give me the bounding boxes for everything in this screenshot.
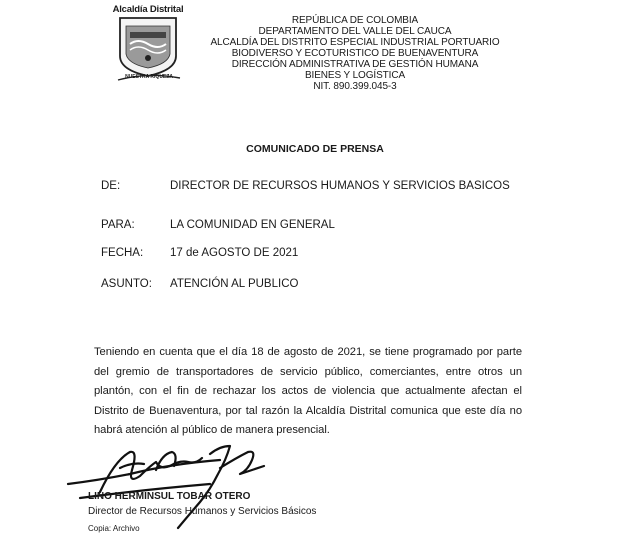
handwritten-signature-icon: [60, 440, 290, 535]
field-label-para: PARA:: [101, 219, 135, 231]
field-value-de: DIRECTOR DE RECURSOS HUMANOS Y SERVICIOS BASICOS: [170, 180, 510, 192]
copy-note: Copia: Archivo: [88, 524, 140, 533]
signer-role: Director de Recursos Humanos y Servicios Básicos: [88, 506, 317, 517]
field-value-para: LA COMUNIDAD EN GENERAL: [170, 219, 335, 231]
body-paragraph: Teniendo en cuenta que el día 18 de agosto de 2021, se tiene programado por parte del gremio de transportadores de servicio público, comerciantes, entre otros un plantón, con el fin de rechazar los actos de violencia que actualmente afectan el Distrito de Buenaventura, por tal razón la Alcaldía Distrital comunica que este día no habrá atención al público de manera presencial.: [94, 346, 522, 437]
header-line: ALCALDÍA DEL DISTRITO ESPECIAL INDUSTRIAL PORTUARIO: [210, 37, 500, 48]
field-value-asunto: ATENCIÓN AL PUBLICO: [170, 278, 299, 290]
header-line: DEPARTAMENTO DEL VALLE DEL CAUCA: [258, 26, 452, 37]
header-line: BIENES Y LOGÍSTICA: [304, 70, 406, 81]
document-header: [205, 15, 505, 92]
logo-title: Alcaldía Distrital: [112, 4, 184, 15]
header-line: BIODIVERSO Y ECOTURISTICO DE BUENAVENTURA: [231, 48, 479, 59]
signer-name: LINO HERMINSUL TOBAR OTERO: [88, 491, 251, 502]
field-label-fecha: FECHA:: [101, 247, 144, 259]
field-value-fecha: 17 de AGOSTO DE 2021: [170, 247, 299, 259]
header-line: NIT. 890.399.045-3: [313, 81, 397, 92]
header-line: REPÚBLICA DE COLOMBIA: [291, 15, 419, 26]
field-label-de: DE:: [101, 180, 121, 192]
logo-motto: NUESTRA RIQUEZA: [125, 74, 173, 80]
page-title: COMUNICADO DE PRENSA: [246, 143, 384, 155]
field-label-asunto: ASUNTO:: [101, 278, 152, 290]
header-line: DIRECCIÓN ADMINISTRATIVA DE GESTIÓN HUMANA: [231, 59, 479, 70]
